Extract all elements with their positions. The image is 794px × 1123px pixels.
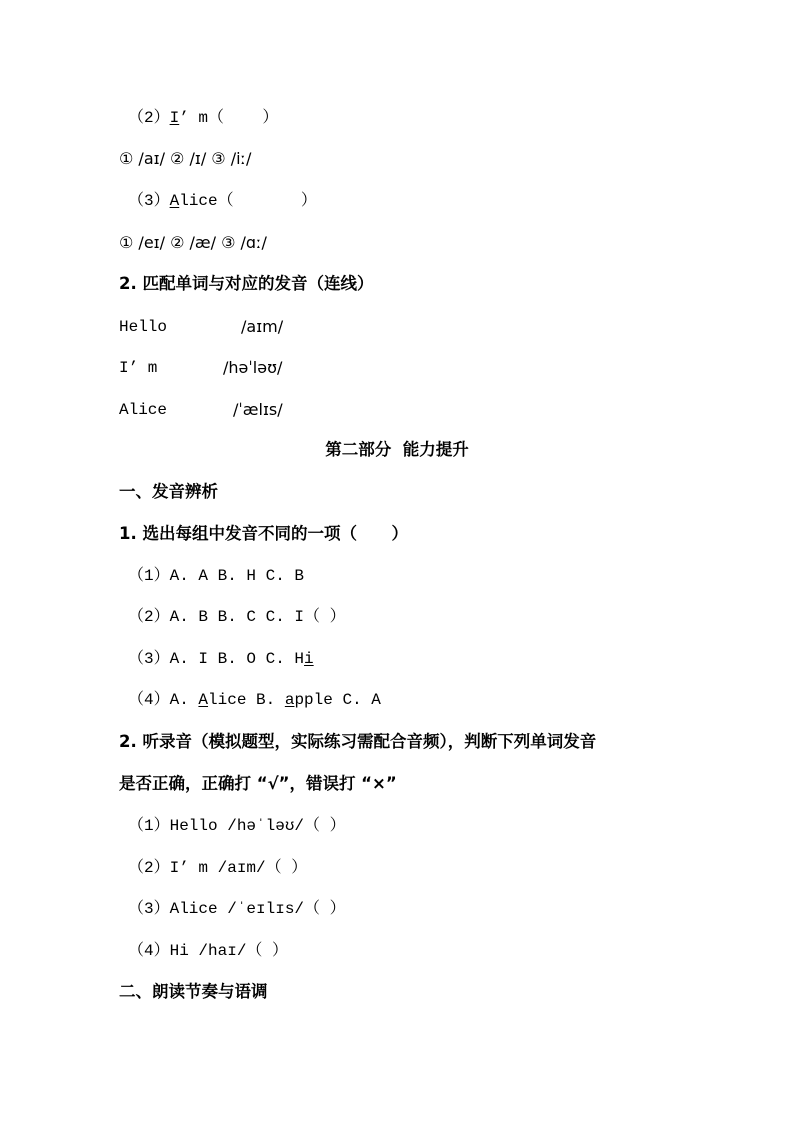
- match-word-3: Alice: [119, 401, 168, 419]
- part-2-title: 第二部分 能力提升: [325, 440, 469, 459]
- question-2-heading-line-1: 2. 听录音（模拟题型，实际练习需配合音频），判断下列单词发音: [119, 732, 597, 751]
- underlined-letter: a: [284, 691, 295, 709]
- match-word-2: I’ m: [119, 359, 158, 377]
- item-text: lice B.: [208, 691, 285, 709]
- q1-item-3: [128, 649, 314, 669]
- item-text: pple C. A: [294, 691, 381, 709]
- question-2-line: [128, 108, 278, 128]
- underlined-letter: A: [169, 192, 180, 210]
- section-2-heading: 二、朗读节奏与语调: [119, 982, 268, 1001]
- question-2-options: ① /aɪ/ ② /ɪ/ ③ /iː/: [119, 149, 252, 168]
- q1-item-4: [128, 690, 381, 710]
- underlined-letter: i: [304, 650, 314, 668]
- question-text: lice（ ）: [179, 192, 317, 210]
- question-3-options: ① /eɪ/ ② /æ/ ③ /ɑː/: [119, 233, 267, 252]
- match-ipa-3: /ˈælɪs/: [233, 400, 283, 419]
- q2-item-4: （4）Hi /haɪ/（ ）: [128, 942, 289, 960]
- q1-item-2: （2）A. B B. C C. I（ ）: [128, 608, 346, 626]
- match-ipa-1: /aɪm/: [241, 317, 284, 336]
- q2-item-3: （3）Alice /ˈeɪlɪs/（ ）: [128, 900, 346, 918]
- question-2-heading-line-2: 是否正确，正确打 “√”，错误打 “×”: [119, 774, 397, 793]
- question-number: （3）: [128, 192, 170, 210]
- question-3-line: [128, 191, 317, 211]
- q2-item-1: （1）Hello /həˈləʊ/（ ）: [128, 817, 346, 835]
- section-1-heading: 一、发音辨析: [119, 482, 218, 501]
- underlined-letter: I: [169, 109, 180, 127]
- item-text: （3）A. I B. O C. H: [128, 650, 305, 668]
- question-number: （2）: [128, 109, 170, 127]
- matching-heading: 2. 匹配单词与对应的发音（连线）: [119, 274, 374, 293]
- question-1-heading: 1. 选出每组中发音不同的一项（ ）: [119, 524, 408, 543]
- underlined-letter: A: [198, 691, 209, 709]
- q1-item-1: （1）A. A B. H C. B: [128, 567, 305, 585]
- match-ipa-2: /həˈləʊ/: [223, 358, 283, 377]
- question-text: ’ m（ ）: [179, 109, 279, 127]
- item-text: （4）A.: [128, 691, 199, 709]
- match-word-1: Hello: [119, 318, 168, 336]
- q2-item-2: （2）I’ m /aɪm/（ ）: [128, 859, 308, 877]
